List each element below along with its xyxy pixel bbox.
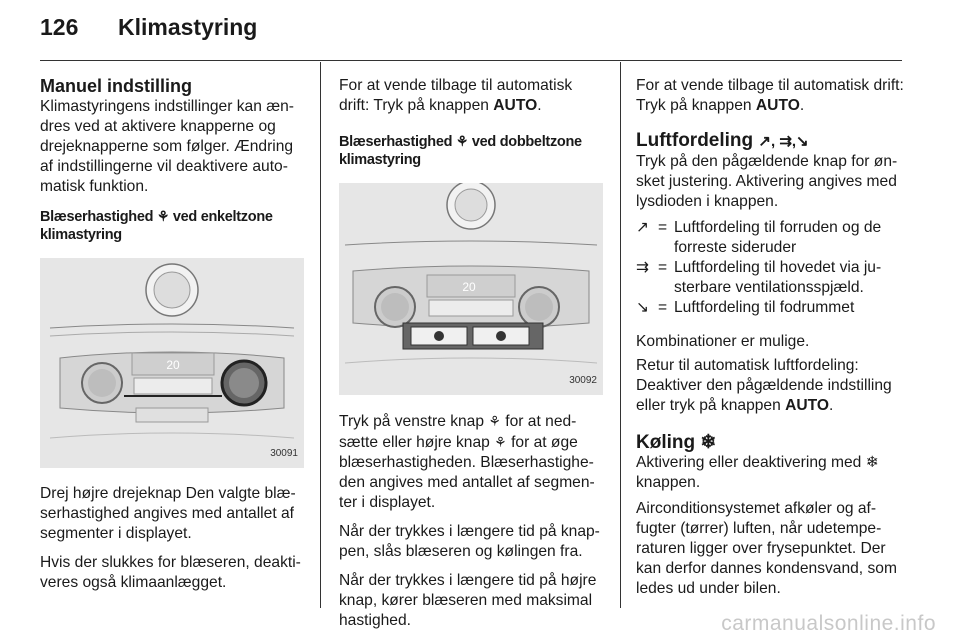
paragraph	[339, 411, 605, 513]
climate-panel-illustration	[339, 183, 603, 395]
paragraph-text: Retur til automatisk luftfordeling: Deaktiver den pågældende indstilling eller tryk på knappen	[636, 357, 892, 414]
paragraph-text: For at vende tilbage til automatisk drift: Tryk på knappen	[339, 77, 573, 114]
punctuation: .	[537, 97, 542, 114]
column-3	[636, 76, 904, 608]
paragraph-text: Aktivering eller deaktivering med	[636, 454, 862, 471]
cooling-heading	[636, 432, 904, 453]
figure-dual-zone	[339, 183, 603, 395]
list-item-text: Luftfordeling til fodrummet	[674, 299, 855, 316]
fan-icon: ⚘	[156, 208, 170, 224]
paragraph: Tryk på den pågældende knap for øn-sket justering. Aktivering angives med lysdioden i knappen.	[636, 153, 898, 210]
section-heading: Manuel indstilling	[40, 76, 192, 96]
column-divider	[620, 62, 621, 608]
paragraph-text: for at øge blæserhastigheden. Blæserhastighe-den angives med antallet af segmen-ter i displayet.	[339, 434, 595, 511]
svg-text:20: 20	[462, 280, 476, 294]
snowflake-icon: ❄	[700, 432, 717, 453]
auto-keyword: AUTO	[755, 97, 800, 114]
watermark: carmanualsonline.info	[721, 612, 936, 635]
column-divider	[320, 62, 321, 608]
paragraph: Drej højre drejeknap Den valgte blæ-serhastighed angives med antallet af segmenter i displayet.	[40, 485, 296, 542]
paragraph: Kombinationer er mulige.	[636, 333, 810, 350]
body-vent-icon: ⇉	[636, 259, 650, 276]
column-2	[339, 76, 605, 640]
subheading-text: Blæserhastighed	[40, 209, 154, 225]
list-item	[636, 258, 904, 298]
figure-number: 30092	[569, 375, 597, 386]
snowflake-icon: ❄	[865, 454, 879, 471]
header-rule	[40, 60, 902, 61]
auto-keyword: AUTO	[493, 97, 538, 114]
intro-paragraph: Klimastyringens indstillinger kan æn-dres ved at aktivere knapperne og drejeknapperne som følger. Ændring af indstillingerne vil deaktivere auto-matisk funktion.	[40, 98, 294, 195]
punctuation: .	[829, 397, 834, 414]
paragraph: Airconditionsystemet afkøler og af-fugter (tørrer) luften, når udetempe-raturen ligger over frysepunktet. Der kan derfor dannes kondensvand, som ledes ud under bilen.	[636, 500, 897, 597]
page-header	[40, 14, 257, 41]
equals-sign: =	[658, 259, 668, 276]
subheading-text: Blæserhastighed	[339, 134, 453, 150]
subheading-single-zone	[40, 207, 306, 244]
svg-text:20: 20	[166, 358, 180, 372]
list-item-text: Luftfordeling til hovedet via ju-sterbare ventilationsspjæld.	[674, 259, 882, 296]
climate-panel-illustration	[40, 258, 304, 468]
paragraph-text: knappen.	[636, 474, 701, 491]
figure-number: 30091	[270, 448, 298, 459]
feet-icon: ↘	[636, 299, 650, 316]
paragraph: Hvis der slukkes for blæseren, deakti-veres også klimaanlægget.	[40, 554, 301, 591]
equals-sign: =	[658, 299, 668, 316]
paragraph	[339, 76, 605, 116]
fan-icon: ⚘	[488, 413, 501, 429]
air-distribution-icons: ↗, ⇉,↘	[758, 133, 809, 150]
distribution-heading	[636, 130, 904, 152]
fan-icon: ⚘	[455, 133, 469, 149]
paragraph-text: for at ned-sætte eller højre knap	[339, 413, 577, 451]
fan-icon: ⚘	[494, 434, 507, 450]
subheading-dual-zone	[339, 132, 605, 169]
paragraph: Når der trykkes i længere tid på knap-pen, slås blæseren og kølingen fra.	[339, 523, 600, 560]
punctuation: .	[799, 97, 805, 114]
equals-sign: =	[658, 219, 668, 236]
column-1	[40, 76, 306, 602]
list-item-text: Luftfordeling til forruden og de forreste sideruder	[674, 219, 882, 256]
auto-keyword: AUTO	[785, 397, 830, 414]
list-item	[636, 218, 904, 258]
windscreen-feet-icon: ↗	[636, 219, 650, 236]
paragraph	[636, 76, 904, 116]
paragraph-text: Tryk på venstre knap	[339, 413, 485, 430]
paragraph	[636, 356, 904, 416]
distribution-list	[636, 218, 904, 318]
paragraph-text: For at vende tilbage til automatisk drift: Tryk på knappen	[636, 77, 904, 114]
paragraph: Når der trykkes i længere tid på højre knap, kører blæseren med maksimal hastighed.	[339, 572, 597, 629]
page-number: 126	[40, 14, 79, 40]
section-title: Klimastyring	[118, 14, 258, 40]
subheading-text: ved enkeltzone klimastyring	[40, 209, 273, 243]
heading-text: Køling	[636, 432, 696, 453]
figure-single-zone	[40, 258, 304, 468]
paragraph	[636, 453, 904, 493]
list-item	[636, 298, 904, 318]
heading-text: Luftfordeling	[636, 130, 754, 151]
subheading-text: ved dobbeltzone klimastyring	[339, 134, 582, 168]
